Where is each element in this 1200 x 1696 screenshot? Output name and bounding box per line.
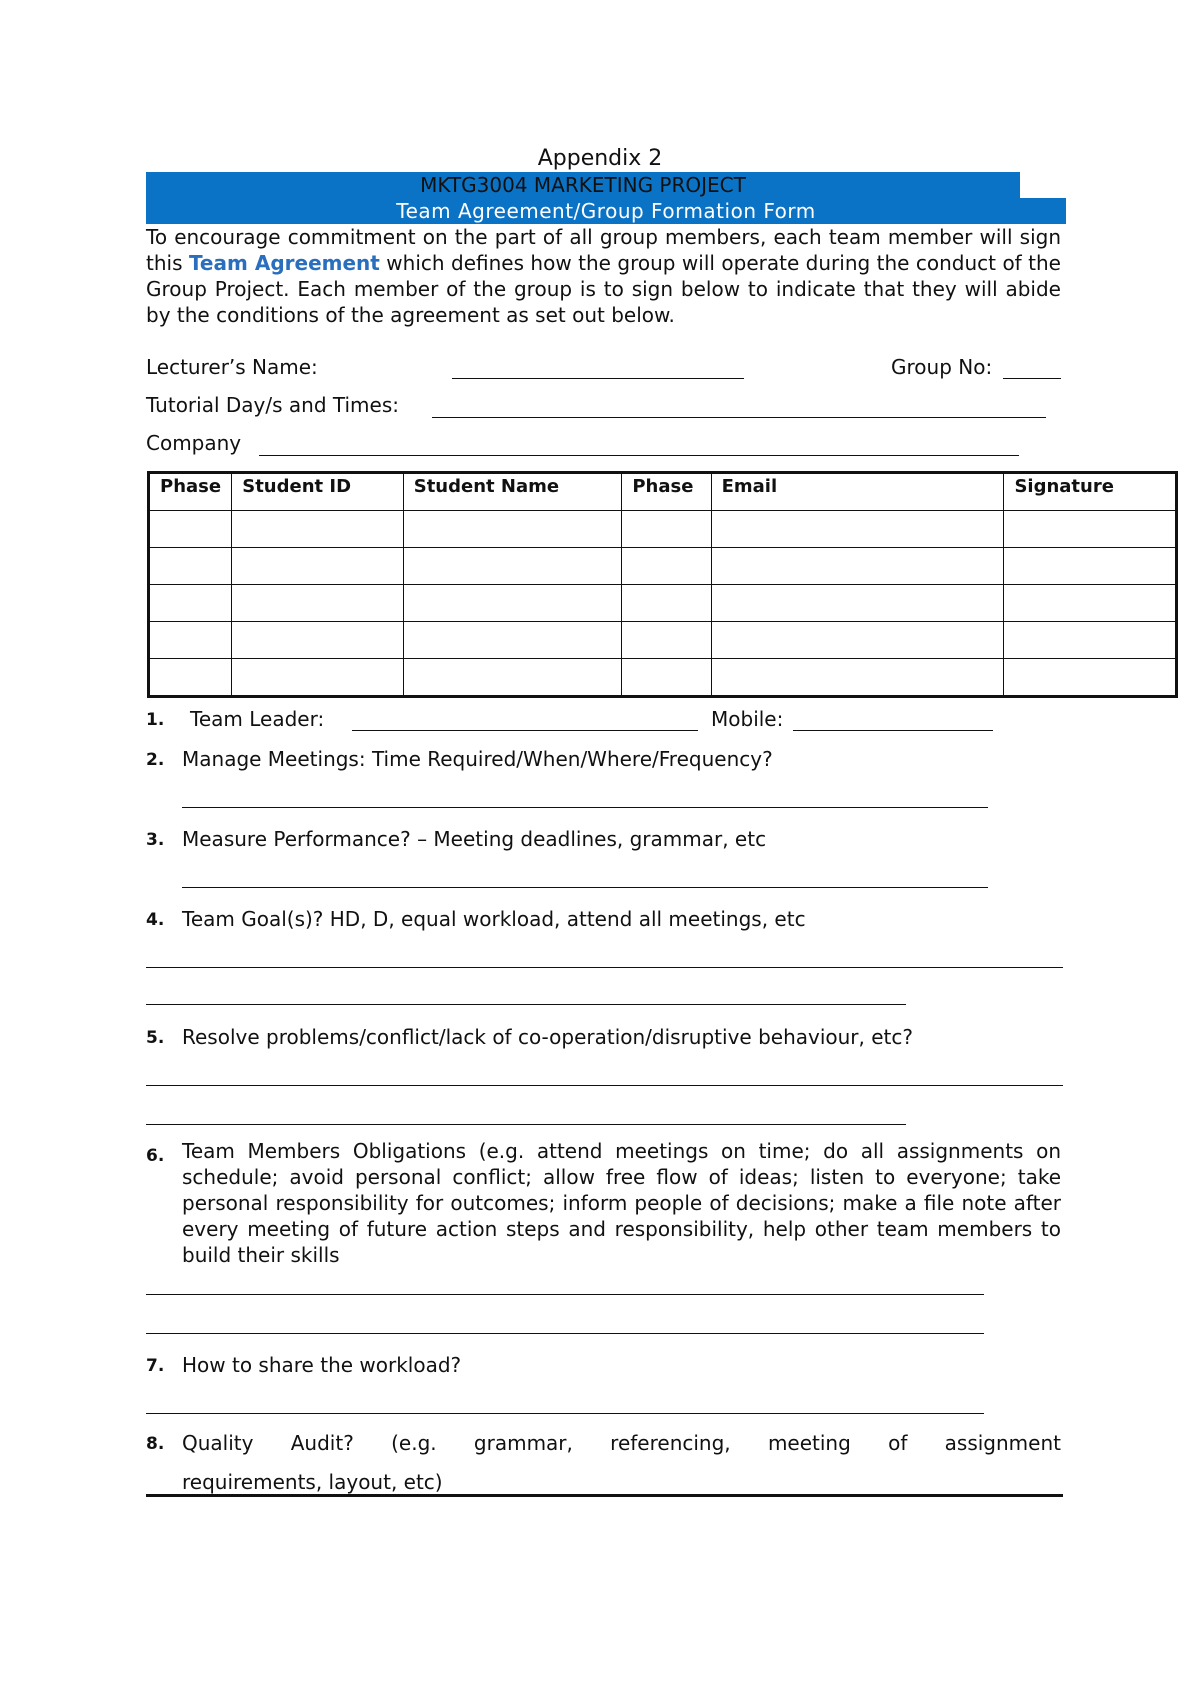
table-cell[interactable] xyxy=(403,621,622,658)
table-row xyxy=(149,658,1177,696)
q6-number: 6. xyxy=(146,1146,165,1166)
q6-answer-line-2[interactable] xyxy=(146,1333,984,1334)
table-cell[interactable] xyxy=(149,511,232,548)
q6-answer-line-1[interactable] xyxy=(146,1294,984,1295)
lecturer-label: Lecturer’s Name: xyxy=(146,355,318,379)
table-cell[interactable] xyxy=(711,584,1004,621)
table-cell[interactable] xyxy=(711,547,1004,584)
lecturer-name-field[interactable] xyxy=(452,378,744,379)
group-no-label: Group No: xyxy=(891,355,993,379)
table-row xyxy=(149,547,1177,584)
table-row xyxy=(149,511,1177,548)
q1-mobile-label: Mobile: xyxy=(711,707,784,731)
intro-highlight: Team Agreement xyxy=(188,251,380,275)
q4-answer-line-2[interactable] xyxy=(146,1004,906,1005)
header-student-id: Student ID xyxy=(232,473,404,511)
table-cell[interactable] xyxy=(149,547,232,584)
table-cell[interactable] xyxy=(149,621,232,658)
table-cell[interactable] xyxy=(711,658,1004,696)
company-label: Company xyxy=(146,431,242,455)
table-cell[interactable] xyxy=(622,658,711,696)
table-row xyxy=(149,621,1177,658)
q7-number: 7. xyxy=(146,1356,165,1376)
intro-text-before: To encourage commitment on the part of all group members, each team member will sign this xyxy=(146,225,1061,275)
form-title: Team Agreement/Group Formation Form xyxy=(396,199,816,223)
header-phase-2: Phase xyxy=(622,473,711,511)
table-header-row xyxy=(149,473,1177,511)
q5-answer-line-2[interactable] xyxy=(146,1124,906,1125)
q8-number: 8. xyxy=(146,1434,165,1454)
q8-text-line2: requirements, layout, etc) xyxy=(182,1470,443,1494)
table-cell[interactable] xyxy=(232,658,404,696)
table-cell[interactable] xyxy=(1004,621,1177,658)
table-cell[interactable] xyxy=(232,584,404,621)
table-cell[interactable] xyxy=(622,547,711,584)
table-cell[interactable] xyxy=(149,584,232,621)
mobile-field[interactable] xyxy=(793,730,993,731)
q7-answer-line[interactable] xyxy=(146,1413,984,1414)
q6-text: Team Members Obligations (e.g. attend meetings on time; do all assignments on schedule; avoid personal conflict; allow free flow of ideas; listen to everyone; take personal responsibility for outcomes; inform people of decisions; make a file note after every meeting of future action steps and responsibility, help other team members to build their skills xyxy=(182,1139,1061,1267)
q3-number: 3. xyxy=(146,830,165,850)
table-cell[interactable] xyxy=(403,511,622,548)
tutorial-label: Tutorial Day/s and Times: xyxy=(146,393,399,417)
table-cell[interactable] xyxy=(403,584,622,621)
q5-answer-line-1[interactable] xyxy=(146,1085,1063,1086)
table-cell[interactable] xyxy=(232,621,404,658)
table-cell[interactable] xyxy=(403,658,622,696)
q2-text: Manage Meetings: Time Required/When/Where/Frequency? xyxy=(182,747,773,771)
intro-paragraph xyxy=(146,224,1061,328)
q3-answer-line[interactable] xyxy=(182,887,988,888)
table-cell[interactable] xyxy=(622,584,711,621)
q1-team-leader-label: Team Leader: xyxy=(190,707,325,731)
header-signature: Signature xyxy=(1004,473,1177,511)
table-cell[interactable] xyxy=(149,658,232,696)
member-table xyxy=(147,471,1178,698)
table-cell[interactable] xyxy=(1004,658,1177,696)
course-title: MKTG3004 MARKETING PROJECT xyxy=(420,173,746,197)
table-cell[interactable] xyxy=(232,511,404,548)
table-cell[interactable] xyxy=(403,547,622,584)
q8-answer-line[interactable] xyxy=(146,1494,1063,1497)
q2-answer-line[interactable] xyxy=(182,807,988,808)
table-cell[interactable] xyxy=(1004,511,1177,548)
company-field[interactable] xyxy=(259,455,1019,456)
table-cell[interactable] xyxy=(1004,547,1177,584)
table-cell[interactable] xyxy=(232,547,404,584)
intro-text-after: which defines how the group will operate during the conduct of the Group Project. Each member of the group is to sign below to indicate that they will abide by the conditions of the agreement as set out below. xyxy=(146,251,1061,327)
q4-text: Team Goal(s)? HD, D, equal workload, attend all meetings, etc xyxy=(182,907,806,931)
table-cell[interactable] xyxy=(622,621,711,658)
q7-text: How to share the workload? xyxy=(182,1353,462,1377)
q1-number: 1. xyxy=(146,710,165,730)
table-cell[interactable] xyxy=(711,511,1004,548)
q4-number: 4. xyxy=(146,910,165,930)
q2-number: 2. xyxy=(146,750,165,770)
q3-text: Measure Performance? – Meeting deadlines, grammar, etc xyxy=(182,827,767,851)
group-no-field[interactable] xyxy=(1003,378,1061,379)
table-cell[interactable] xyxy=(711,621,1004,658)
q5-text: Resolve problems/conflict/lack of co-operation/disruptive behaviour, etc? xyxy=(182,1025,913,1049)
table-cell[interactable] xyxy=(622,511,711,548)
header-student-name: Student Name xyxy=(403,473,622,511)
q4-answer-line-1[interactable] xyxy=(146,967,1063,968)
header-email: Email xyxy=(711,473,1004,511)
team-leader-field[interactable] xyxy=(352,730,698,731)
q8-text-line1: Quality Audit? (e.g. grammar, referencing, meeting of assignment xyxy=(182,1431,1061,1455)
tutorial-field[interactable] xyxy=(432,417,1046,418)
table-cell[interactable] xyxy=(1004,584,1177,621)
header-phase: Phase xyxy=(149,473,232,511)
table-row xyxy=(149,584,1177,621)
q5-number: 5. xyxy=(146,1028,165,1048)
appendix-heading: Appendix 2 xyxy=(537,146,663,171)
